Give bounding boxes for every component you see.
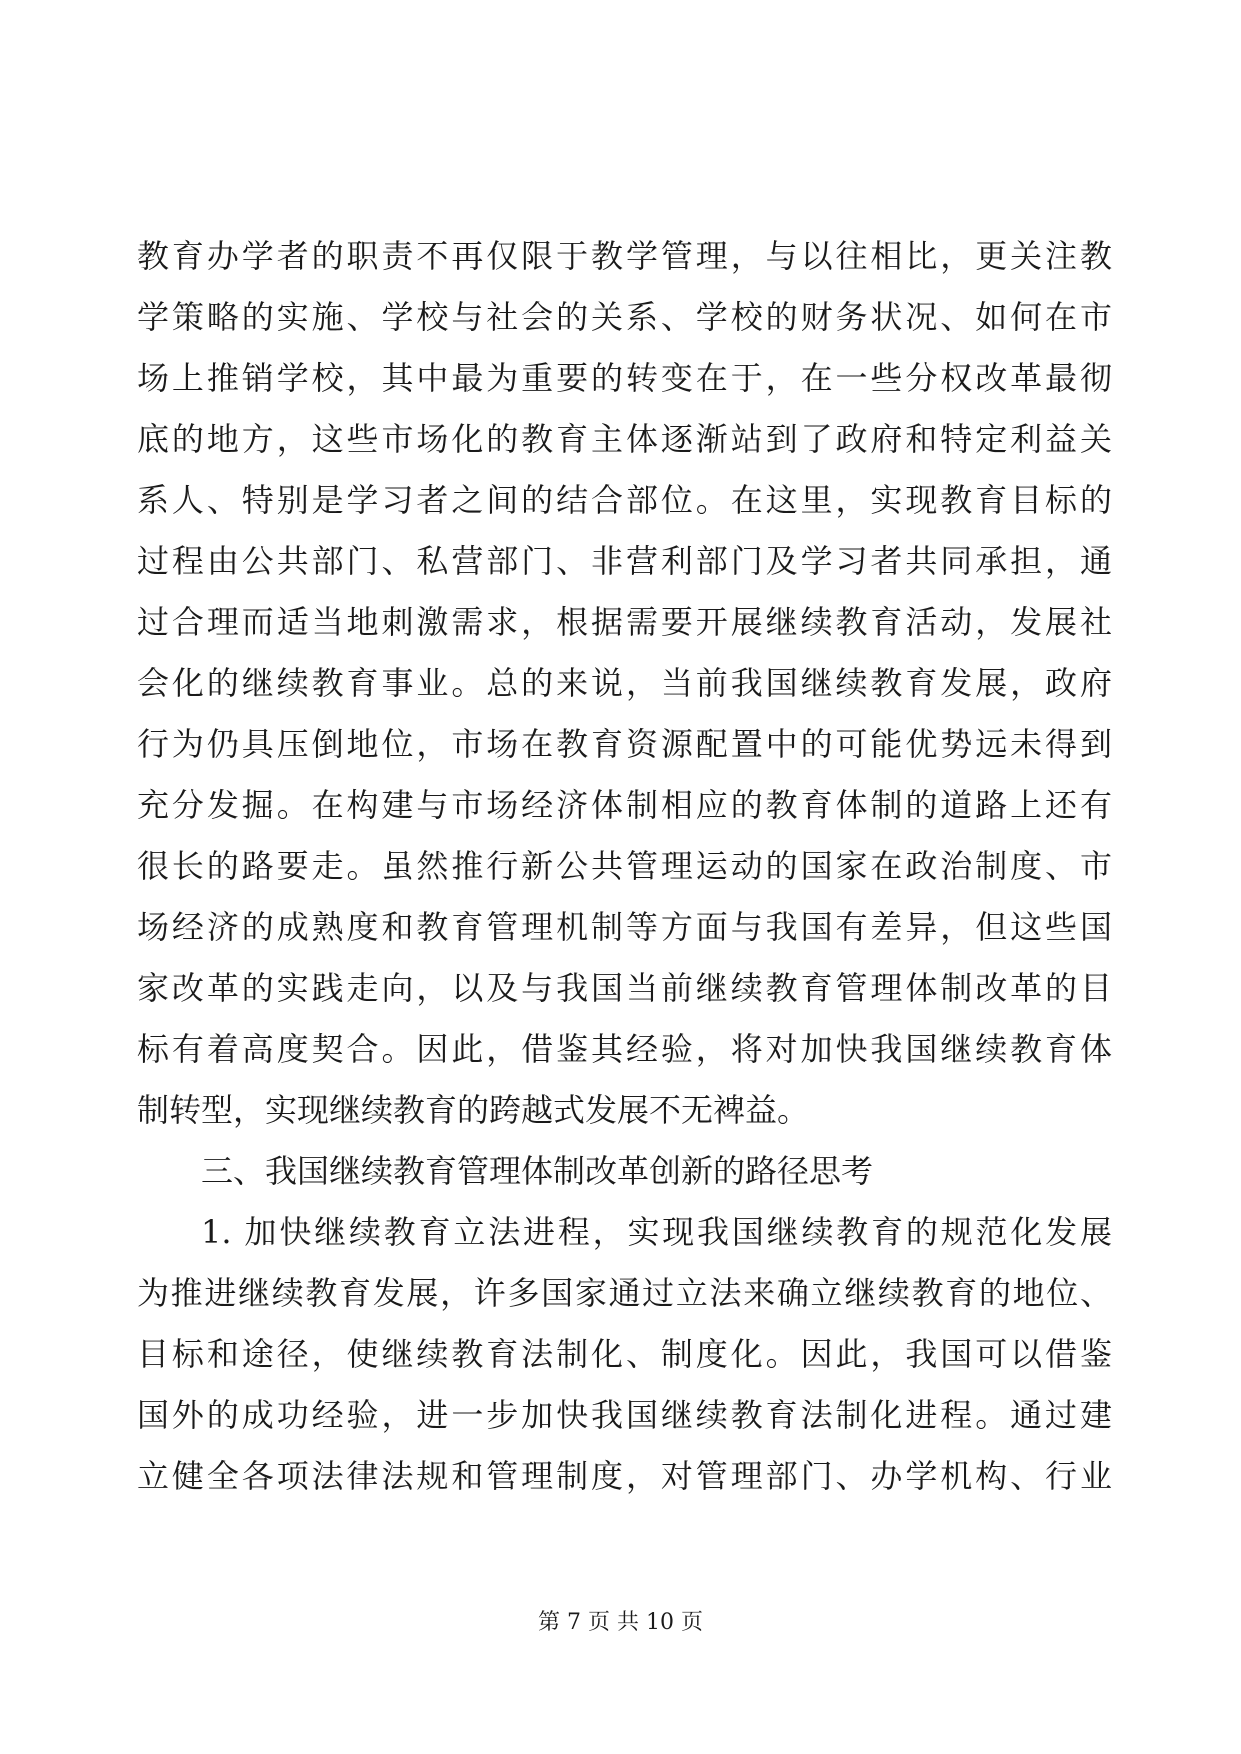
paragraph-line: 充分发掘。在构建与市场经济体制相应的教育体制的道路上还有 [137,786,1112,824]
paragraph-line: 过程由公共部门、私营部门、非营利部门及学习者共同承担，通 [137,542,1112,580]
paragraph-line: 底的地方，这些市场化的教育主体逐渐站到了政府和特定利益关 [137,420,1112,458]
paragraph-line: 系人、特别是学习者之间的结合部位。在这里，实现教育目标的 [137,481,1112,519]
paragraph-line: 国外的成功经验，进一步加快我国继续教育法制化进程。通过建 [137,1396,1112,1434]
paragraph-line: 学策略的实施、学校与社会的关系、学校的财务状况、如何在市 [137,298,1112,336]
body-text [137,226,1112,1507]
subsection-heading: 1. 加快继续教育立法进程，实现我国继续教育的规范化发展 [201,1213,1112,1251]
paragraph-line: 标有着高度契合。因此，借鉴其经验，将对加快我国继续教育体 [137,1030,1112,1068]
paragraph-line: 过合理而适当地刺激需求，根据需要开展继续教育活动，发展社 [137,603,1112,641]
page-number: 第 7 页 共 10 页 [538,1610,703,1635]
paragraph-line: 场上推销学校，其中最为重要的转变在于，在一些分权改革最彻 [137,359,1112,397]
paragraph-line: 场经济的成熟度和教育管理机制等方面与我国有差异，但这些国 [137,908,1112,946]
paragraph-line: 制转型，实现继续教育的跨越式发展不无裨益。 [137,1091,810,1129]
paragraph-line: 教育办学者的职责不再仅限于教学管理，与以往相比，更关注教 [137,237,1112,275]
paragraph-line: 会化的继续教育事业。总的来说，当前我国继续教育发展，政府 [137,664,1112,702]
paragraph-line: 为推进继续教育发展，许多国家通过立法来确立继续教育的地位、 [137,1274,1112,1312]
paragraph-line: 立健全各项法律法规和管理制度，对管理部门、办学机构、行业 [137,1457,1112,1495]
paragraph-line: 很长的路要走。虽然推行新公共管理运动的国家在政治制度、市 [137,847,1112,885]
page-footer [0,1608,1241,1638]
section-heading: 三、我国继续教育管理体制改革创新的路径思考 [201,1152,874,1190]
paragraph-line: 家改革的实践走向，以及与我国当前继续教育管理体制改革的目 [137,969,1112,1007]
paragraph-line: 行为仍具压倒地位，市场在教育资源配置中的可能优势远未得到 [137,725,1112,763]
paragraph-line: 目标和途径，使继续教育法制化、制度化。因此，我国可以借鉴 [137,1335,1112,1373]
